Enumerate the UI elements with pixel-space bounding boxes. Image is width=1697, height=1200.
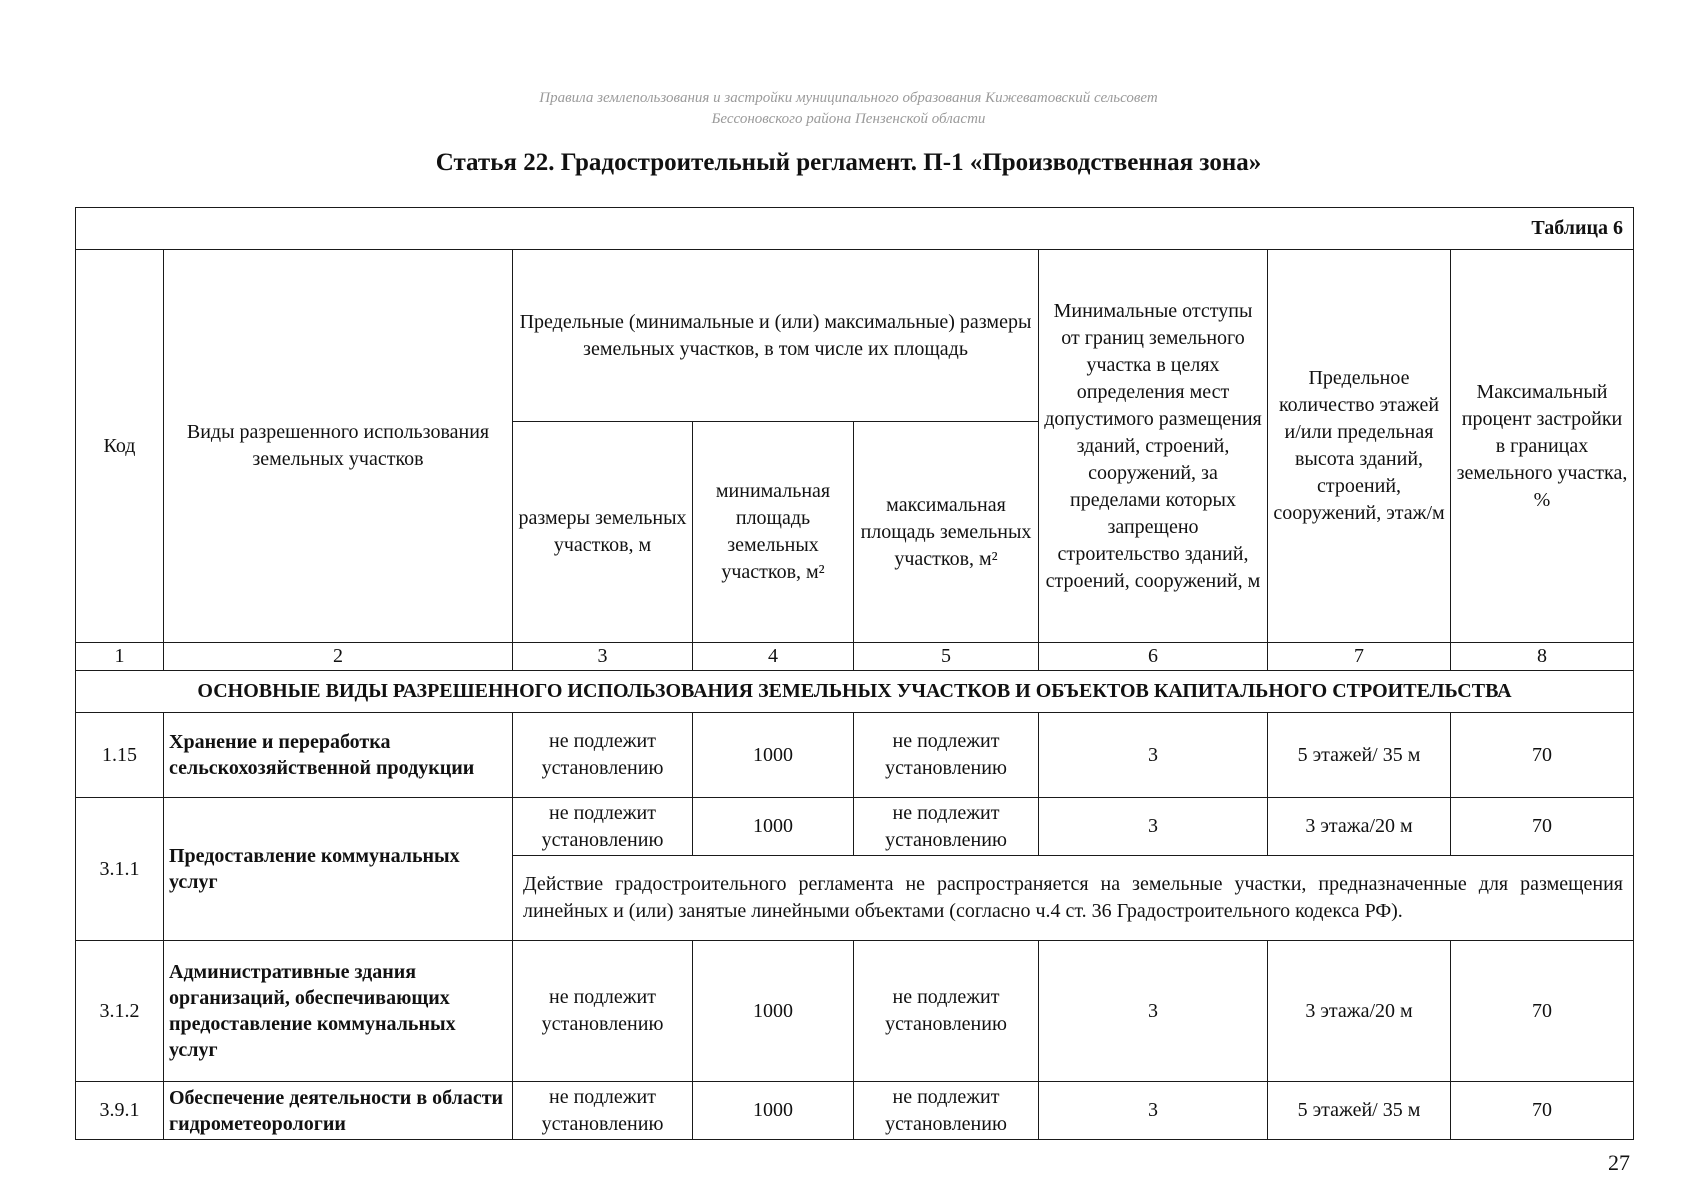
column-number: 7: [1268, 643, 1451, 671]
column-number: 5: [854, 643, 1039, 671]
running-header-line-1: Правила землепользования и застройки муниципального образования Кижеватовский сельсовет: [539, 90, 1158, 106]
row-plot-size: не подлежит установлению: [513, 1082, 693, 1140]
table-row: [76, 941, 1634, 1082]
header-code: Код: [76, 250, 164, 643]
row-coverage: 70: [1451, 1082, 1634, 1140]
row-floors: 3 этажа/20 м: [1268, 941, 1451, 1082]
header-setbacks: Минимальные отступы от границ земельного участка в целях определения мест допустимого размещения зданий, строений, сооружений, за пределами которых запрещено строительство зданий, строений, сооружений, м: [1039, 250, 1268, 643]
row-floors: 5 этажей/ 35 м: [1268, 1082, 1451, 1140]
row-max-area: не подлежит установлению: [854, 713, 1039, 798]
row-use-type: Административные здания организаций, обеспечивающих предоставление коммунальных услуг: [164, 941, 513, 1082]
row-min-area: 1000: [693, 941, 854, 1082]
row-min-area: 1000: [693, 798, 854, 856]
header-plot-size: размеры земельных участков, м: [513, 422, 693, 643]
header-row-1: [76, 250, 1634, 422]
row-use-type: Предоставление коммунальных услуг: [164, 798, 513, 941]
table-row: [76, 798, 1634, 856]
row-setback: 3: [1039, 941, 1268, 1082]
page-number: 27: [1608, 1150, 1630, 1175]
row-setback: 3: [1039, 798, 1268, 856]
row-max-area: не подлежит установлению: [854, 1082, 1039, 1140]
row-coverage: 70: [1451, 941, 1634, 1082]
running-header-line-2: Бессоновского района Пензенской области: [711, 111, 986, 127]
table-label: Таблица 6: [76, 208, 1634, 250]
table-row: [76, 713, 1634, 798]
row-code: 3.1.1: [76, 798, 164, 941]
table-label-row: [76, 208, 1634, 250]
column-number: 4: [693, 643, 854, 671]
article-title: Статья 22. Градостроительный регламент. П-1 «Производственная зона»: [435, 149, 1262, 176]
row-min-area: 1000: [693, 713, 854, 798]
column-number: 6: [1039, 643, 1268, 671]
header-min-area: минимальная площадь земельных участков, м²: [693, 422, 854, 643]
header-use-types: Виды разрешенного использования земельных участков: [164, 250, 513, 643]
row-coverage: 70: [1451, 798, 1634, 856]
row-floors: 3 этажа/20 м: [1268, 798, 1451, 856]
column-number: 1: [76, 643, 164, 671]
row-max-area: не подлежит установлению: [854, 798, 1039, 856]
row-coverage: 70: [1451, 713, 1634, 798]
row-code: 3.1.2: [76, 941, 164, 1082]
row-floors: 5 этажей/ 35 м: [1268, 713, 1451, 798]
row-plot-size: не подлежит установлению: [513, 713, 693, 798]
row-min-area: 1000: [693, 1082, 854, 1140]
row-use-type: Хранение и переработка сельскохозяйственной продукции: [164, 713, 513, 798]
header-plot-limits: Предельные (минимальные и (или) максимальные) размеры земельных участков, в том числе их площадь: [513, 250, 1039, 422]
column-number: 3: [513, 643, 693, 671]
regulation-table: [75, 207, 1634, 1140]
row-setback: 3: [1039, 713, 1268, 798]
row-setback: 3: [1039, 1082, 1268, 1140]
header-coverage: Максимальный процент застройки в границах земельного участка, %: [1451, 250, 1634, 643]
row-note: Действие градостроительного регламента не распространяется на земельные участки, предназначенные для размещения линейных и (или) занятые линейными объектами (согласно ч.4 ст. 36 Градостроительного кодекса РФ).: [513, 856, 1634, 941]
running-header: [0, 88, 1697, 130]
section-title: ОСНОВНЫЕ ВИДЫ РАЗРЕШЕННОГО ИСПОЛЬЗОВАНИЯ ЗЕМЕЛЬНЫХ УЧАСТКОВ И ОБЪЕКТОВ КАПИТАЛЬНОГО СТРОИТЕЛЬСТВА: [76, 671, 1634, 713]
header-floors: Предельное количество этажей и/или предельная высота зданий, строений, сооружений, этаж/м: [1268, 250, 1451, 643]
table-row: [76, 1082, 1634, 1140]
row-code: 1.15: [76, 713, 164, 798]
column-number-row: [76, 643, 1634, 671]
section-row: [76, 671, 1634, 713]
row-use-type: Обеспечение деятельности в области гидрометеорологии: [164, 1082, 513, 1140]
row-plot-size: не подлежит установлению: [513, 798, 693, 856]
row-max-area: не подлежит установлению: [854, 941, 1039, 1082]
row-plot-size: не подлежит установлению: [513, 941, 693, 1082]
column-number: 2: [164, 643, 513, 671]
row-code: 3.9.1: [76, 1082, 164, 1140]
header-max-area: максимальная площадь земельных участков, м²: [854, 422, 1039, 643]
column-number: 8: [1451, 643, 1634, 671]
